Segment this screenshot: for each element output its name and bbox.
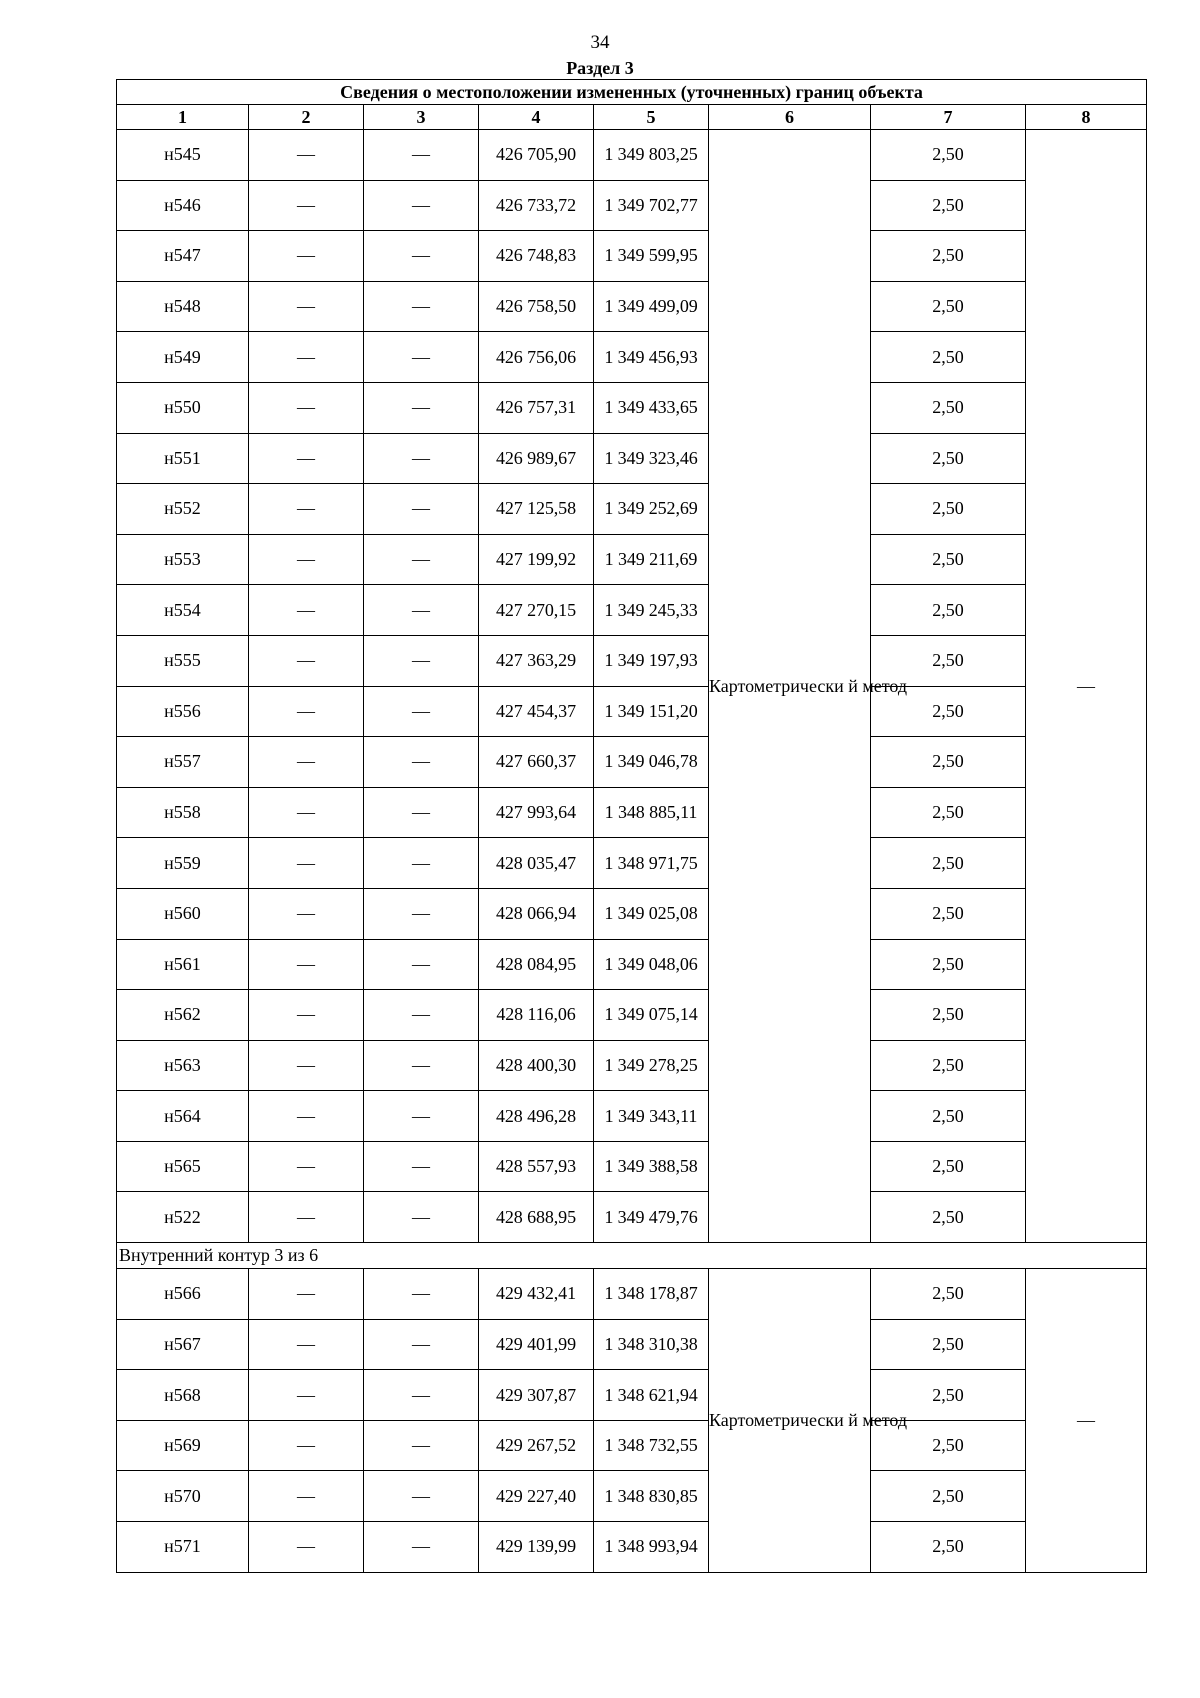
col3-dash: —: [364, 382, 479, 433]
table-row: [117, 1192, 1147, 1243]
table-row: [117, 1040, 1147, 1091]
coord-x: 426 733,72: [479, 180, 594, 231]
table-row: [117, 332, 1147, 383]
accuracy: 2,50: [871, 585, 1026, 636]
coord-x: 429 307,87: [479, 1370, 594, 1421]
accuracy: 2,50: [871, 231, 1026, 282]
coord-x: 427 660,37: [479, 737, 594, 788]
table-row: [117, 939, 1147, 990]
accuracy: 2,50: [871, 1319, 1026, 1370]
coord-x: 427 454,37: [479, 686, 594, 737]
boundary-table: [116, 79, 1147, 1573]
coord-y: 1 348 830,85: [594, 1471, 709, 1522]
accuracy: 2,50: [871, 433, 1026, 484]
col3-dash: —: [364, 231, 479, 282]
col8-dash: —: [1026, 1269, 1147, 1573]
table-row: [117, 1370, 1147, 1421]
col2-dash: —: [249, 1420, 364, 1471]
col3-dash: —: [364, 888, 479, 939]
coord-y: 1 349 499,09: [594, 281, 709, 332]
col3-dash: —: [364, 180, 479, 231]
coord-x: 426 758,50: [479, 281, 594, 332]
col2-dash: —: [249, 180, 364, 231]
accuracy: 2,50: [871, 281, 1026, 332]
col3-dash: —: [364, 787, 479, 838]
coord-x: 426 756,06: [479, 332, 594, 383]
coord-x: 428 084,95: [479, 939, 594, 990]
accuracy: 2,50: [871, 787, 1026, 838]
col2-dash: —: [249, 990, 364, 1041]
table-row: [117, 180, 1147, 231]
col2-dash: —: [249, 433, 364, 484]
col8-dash: —: [1026, 130, 1147, 1243]
accuracy: 2,50: [871, 737, 1026, 788]
point-name: н549: [117, 332, 249, 383]
coord-x: 426 757,31: [479, 382, 594, 433]
table-row: [117, 231, 1147, 282]
point-name: н554: [117, 585, 249, 636]
point-name: н548: [117, 281, 249, 332]
col3-dash: —: [364, 281, 479, 332]
col3-dash: —: [364, 635, 479, 686]
contour-label: Внутренний контур 3 из 6: [117, 1243, 1147, 1269]
point-name: н558: [117, 787, 249, 838]
col3-dash: —: [364, 1269, 479, 1320]
table-row: [117, 1141, 1147, 1192]
accuracy: 2,50: [871, 1141, 1026, 1192]
coord-y: 1 349 278,25: [594, 1040, 709, 1091]
col3-dash: —: [364, 1040, 479, 1091]
accuracy: 2,50: [871, 382, 1026, 433]
table-row: [117, 281, 1147, 332]
coord-y: 1 349 075,14: [594, 990, 709, 1041]
coord-y: 1 349 151,20: [594, 686, 709, 737]
column-number: 8: [1026, 105, 1147, 130]
point-name: н560: [117, 888, 249, 939]
col2-dash: —: [249, 484, 364, 535]
point-name: н522: [117, 1192, 249, 1243]
table-row: [117, 1471, 1147, 1522]
col3-dash: —: [364, 1522, 479, 1573]
coord-x: 429 432,41: [479, 1269, 594, 1320]
accuracy: 2,50: [871, 1192, 1026, 1243]
coord-y: 1 349 025,08: [594, 888, 709, 939]
col3-dash: —: [364, 939, 479, 990]
coord-x: 427 199,92: [479, 534, 594, 585]
coord-x: 429 227,40: [479, 1471, 594, 1522]
col3-dash: —: [364, 130, 479, 181]
point-name: н556: [117, 686, 249, 737]
col2-dash: —: [249, 1471, 364, 1522]
column-number: 1: [117, 105, 249, 130]
coord-y: 1 349 211,69: [594, 534, 709, 585]
accuracy: 2,50: [871, 332, 1026, 383]
accuracy: 2,50: [871, 888, 1026, 939]
column-number: 4: [479, 105, 594, 130]
coord-x: 428 066,94: [479, 888, 594, 939]
coord-y: 1 348 993,94: [594, 1522, 709, 1573]
col2-dash: —: [249, 888, 364, 939]
col3-dash: —: [364, 484, 479, 535]
col2-dash: —: [249, 231, 364, 282]
col2-dash: —: [249, 382, 364, 433]
coord-x: 429 267,52: [479, 1420, 594, 1471]
point-name: н545: [117, 130, 249, 181]
coord-y: 1 349 245,33: [594, 585, 709, 636]
table-row: [117, 382, 1147, 433]
col2-dash: —: [249, 585, 364, 636]
col3-dash: —: [364, 838, 479, 889]
accuracy: 2,50: [871, 1522, 1026, 1573]
point-name: н563: [117, 1040, 249, 1091]
col3-dash: —: [364, 585, 479, 636]
coord-y: 1 348 621,94: [594, 1370, 709, 1421]
coord-y: 1 349 479,76: [594, 1192, 709, 1243]
col2-dash: —: [249, 332, 364, 383]
table-row: [117, 737, 1147, 788]
column-number: 6: [709, 105, 871, 130]
table-title: Сведения о местоположении измененных (уточненных) границ объекта: [117, 80, 1147, 105]
accuracy: 2,50: [871, 534, 1026, 585]
col2-dash: —: [249, 1370, 364, 1421]
table-row: [117, 686, 1147, 737]
table-row: [117, 1522, 1147, 1573]
method-cell: Картометрически й метод: [709, 1269, 871, 1573]
col2-dash: —: [249, 1192, 364, 1243]
coord-y: 1 348 178,87: [594, 1269, 709, 1320]
point-name: н553: [117, 534, 249, 585]
col3-dash: —: [364, 1192, 479, 1243]
accuracy: 2,50: [871, 1420, 1026, 1471]
coord-y: 1 349 046,78: [594, 737, 709, 788]
coord-y: 1 349 456,93: [594, 332, 709, 383]
col2-dash: —: [249, 686, 364, 737]
table-row: [117, 1091, 1147, 1142]
col3-dash: —: [364, 1091, 479, 1142]
point-name: н568: [117, 1370, 249, 1421]
table-row: [117, 534, 1147, 585]
point-name: н547: [117, 231, 249, 282]
coord-x: 428 557,93: [479, 1141, 594, 1192]
column-number-row: [117, 105, 1147, 130]
accuracy: 2,50: [871, 1370, 1026, 1421]
col2-dash: —: [249, 635, 364, 686]
point-name: н550: [117, 382, 249, 433]
coord-y: 1 349 388,58: [594, 1141, 709, 1192]
coord-x: 426 989,67: [479, 433, 594, 484]
coord-x: 429 139,99: [479, 1522, 594, 1573]
point-name: н571: [117, 1522, 249, 1573]
accuracy: 2,50: [871, 686, 1026, 737]
point-name: н559: [117, 838, 249, 889]
coord-x: 428 400,30: [479, 1040, 594, 1091]
col3-dash: —: [364, 1141, 479, 1192]
coord-x: 426 705,90: [479, 130, 594, 181]
coord-y: 1 349 343,11: [594, 1091, 709, 1142]
column-number: 5: [594, 105, 709, 130]
col2-dash: —: [249, 1091, 364, 1142]
table-row: [117, 990, 1147, 1041]
point-name: н570: [117, 1471, 249, 1522]
col3-dash: —: [364, 737, 479, 788]
accuracy: 2,50: [871, 1091, 1026, 1142]
accuracy: 2,50: [871, 130, 1026, 181]
coord-y: 1 349 252,69: [594, 484, 709, 535]
col2-dash: —: [249, 130, 364, 181]
point-name: н546: [117, 180, 249, 231]
col2-dash: —: [249, 281, 364, 332]
col2-dash: —: [249, 1319, 364, 1370]
point-name: н561: [117, 939, 249, 990]
col3-dash: —: [364, 1319, 479, 1370]
coord-x: 427 993,64: [479, 787, 594, 838]
coord-y: 1 349 803,25: [594, 130, 709, 181]
point-name: н564: [117, 1091, 249, 1142]
point-name: н557: [117, 737, 249, 788]
contour-row: [117, 1243, 1147, 1269]
coord-y: 1 348 971,75: [594, 838, 709, 889]
coord-x: 429 401,99: [479, 1319, 594, 1370]
coord-x: 427 270,15: [479, 585, 594, 636]
page-number: 34: [590, 32, 610, 53]
table-body: [117, 80, 1147, 1573]
coord-x: 427 363,29: [479, 635, 594, 686]
table-row: [117, 838, 1147, 889]
col2-dash: —: [249, 787, 364, 838]
column-number: 2: [249, 105, 364, 130]
point-name: н552: [117, 484, 249, 535]
point-name: н562: [117, 990, 249, 1041]
col2-dash: —: [249, 1040, 364, 1091]
col2-dash: —: [249, 939, 364, 990]
accuracy: 2,50: [871, 1040, 1026, 1091]
coord-y: 1 349 197,93: [594, 635, 709, 686]
coord-x: 428 116,06: [479, 990, 594, 1041]
table-row: [117, 130, 1147, 181]
col3-dash: —: [364, 1370, 479, 1421]
accuracy: 2,50: [871, 1269, 1026, 1320]
point-name: н555: [117, 635, 249, 686]
coord-y: 1 349 048,06: [594, 939, 709, 990]
table-row: [117, 635, 1147, 686]
col2-dash: —: [249, 737, 364, 788]
table-title-row: [117, 80, 1147, 105]
accuracy: 2,50: [871, 635, 1026, 686]
table-row: [117, 585, 1147, 636]
coord-x: 426 748,83: [479, 231, 594, 282]
coord-x: 428 035,47: [479, 838, 594, 889]
coord-y: 1 349 702,77: [594, 180, 709, 231]
method-cell: Картометрически й метод: [709, 130, 871, 1243]
col3-dash: —: [364, 534, 479, 585]
column-number: 3: [364, 105, 479, 130]
col2-dash: —: [249, 534, 364, 585]
coord-y: 1 349 599,95: [594, 231, 709, 282]
table-row: [117, 1319, 1147, 1370]
coord-y: 1 349 433,65: [594, 382, 709, 433]
accuracy: 2,50: [871, 838, 1026, 889]
coord-y: 1 349 323,46: [594, 433, 709, 484]
col2-dash: —: [249, 838, 364, 889]
table-row: [117, 484, 1147, 535]
col3-dash: —: [364, 1471, 479, 1522]
col2-dash: —: [249, 1269, 364, 1320]
accuracy: 2,50: [871, 180, 1026, 231]
accuracy: 2,50: [871, 484, 1026, 535]
table-row: [117, 1420, 1147, 1471]
section-title: Раздел 3: [566, 58, 634, 78]
col3-dash: —: [364, 990, 479, 1041]
point-name: н566: [117, 1269, 249, 1320]
col3-dash: —: [364, 1420, 479, 1471]
coord-y: 1 348 310,38: [594, 1319, 709, 1370]
coord-y: 1 348 732,55: [594, 1420, 709, 1471]
point-name: н551: [117, 433, 249, 484]
col3-dash: —: [364, 332, 479, 383]
accuracy: 2,50: [871, 939, 1026, 990]
coord-y: 1 348 885,11: [594, 787, 709, 838]
col3-dash: —: [364, 686, 479, 737]
point-name: н567: [117, 1319, 249, 1370]
column-number: 7: [871, 105, 1026, 130]
coord-x: 427 125,58: [479, 484, 594, 535]
col3-dash: —: [364, 433, 479, 484]
coord-x: 428 496,28: [479, 1091, 594, 1142]
accuracy: 2,50: [871, 990, 1026, 1041]
point-name: н569: [117, 1420, 249, 1471]
table-row: [117, 433, 1147, 484]
col2-dash: —: [249, 1141, 364, 1192]
accuracy: 2,50: [871, 1471, 1026, 1522]
point-name: н565: [117, 1141, 249, 1192]
table-row: [117, 888, 1147, 939]
coord-x: 428 688,95: [479, 1192, 594, 1243]
table-row: [117, 787, 1147, 838]
col2-dash: —: [249, 1522, 364, 1573]
table-row: [117, 1269, 1147, 1320]
